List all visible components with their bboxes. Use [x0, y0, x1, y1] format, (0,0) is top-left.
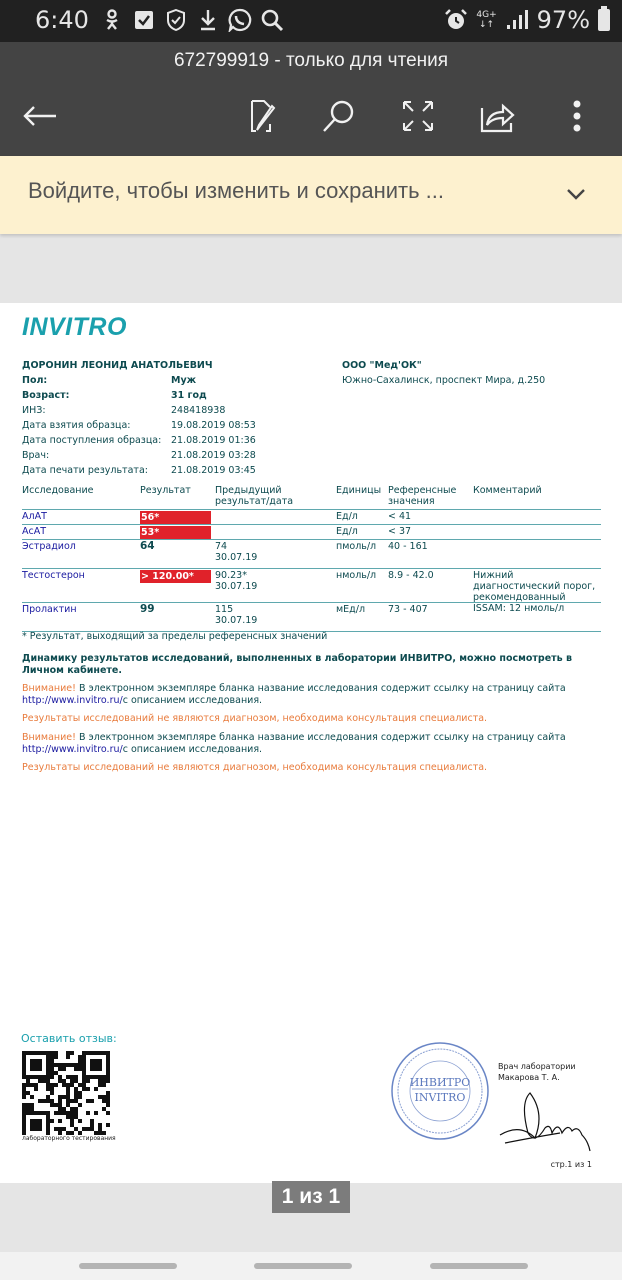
- battery-percent: 97%: [536, 6, 590, 34]
- comment-cell: [473, 603, 601, 631]
- gesture-nav-bar: [0, 1252, 622, 1280]
- result-cell: [140, 525, 215, 539]
- document-page: [0, 303, 622, 1183]
- patient-name: ДОРОНИН ЛЕОНИД АНАТОЛЬЕВИЧ: [22, 360, 213, 371]
- field-value: 21.08.2019 03:45: [171, 465, 256, 476]
- result-cell: [140, 540, 215, 568]
- lab-name: ООО "Мед'ОК": [342, 360, 422, 371]
- more-options-button[interactable]: [555, 94, 599, 138]
- document-title: 672799919 - только для чтения: [173, 50, 449, 71]
- chevron-down-icon[interactable]: [564, 182, 588, 206]
- field-value: 19.08.2019 08:53: [171, 420, 256, 431]
- previous-value: 90.23*: [215, 570, 247, 581]
- previous-date: 30.07.19: [215, 615, 258, 626]
- attention-note-1: [22, 683, 566, 707]
- signer-title: Врач лаборатории: [498, 1062, 576, 1071]
- previous-value: 74: [215, 541, 228, 552]
- status-bar: [0, 0, 622, 42]
- units-cell: мЕд/л: [336, 604, 366, 615]
- table-header: [22, 485, 601, 510]
- signature: [490, 1083, 600, 1153]
- back-button[interactable]: [18, 94, 62, 138]
- checkbox-icon: [132, 8, 156, 32]
- clock: 6:40: [35, 6, 89, 34]
- comment-cell: [473, 540, 601, 568]
- qr-caption: лабораторного тестирования: [22, 1135, 116, 1142]
- nav-home[interactable]: [254, 1263, 352, 1269]
- previous-cell: [215, 525, 336, 539]
- attention-label: Внимание!: [22, 683, 76, 694]
- site-link[interactable]: http://www.invitro.ru/: [22, 744, 123, 755]
- header-previous: Предыдущий результат/дата: [215, 485, 294, 507]
- patient-field: [22, 418, 256, 433]
- footnote: * Результат, выходящий за пределы референсных значений: [22, 631, 328, 642]
- share-icon: [479, 98, 515, 134]
- units-cell: Ед/л: [336, 511, 358, 522]
- result-value: 64: [140, 540, 155, 552]
- signer-name: Макарова Т. А.: [498, 1073, 560, 1082]
- nav-recent[interactable]: [79, 1263, 177, 1269]
- comment-cell: [473, 510, 601, 524]
- field-value: Муж: [171, 375, 197, 386]
- qr-code[interactable]: [22, 1051, 110, 1141]
- reference-cell: 40 - 161: [388, 541, 428, 552]
- nav-back[interactable]: [430, 1263, 528, 1269]
- disclaimer-2: Результаты исследований не являются диагнозом, необходима консультация специалиста.: [22, 762, 488, 773]
- site-suffix: с описанием исследования.: [122, 695, 263, 706]
- attention-label: Внимание!: [22, 732, 76, 743]
- field-value: 21.08.2019 01:36: [171, 435, 256, 446]
- result-value: 99: [140, 603, 155, 615]
- field-value: 21.08.2019 03:28: [171, 450, 256, 461]
- previous-value: 115: [215, 604, 234, 615]
- header-reference: Референсные значения: [388, 485, 457, 507]
- patient-field: [22, 403, 256, 418]
- alarm-icon: [444, 8, 468, 32]
- dynamics-note: Динамику результатов исследований, выполненных в лаборатории ИНВИТРО, можно посмотреть в Личном кабинете.: [22, 653, 572, 676]
- page-indicator: 1 из 1: [272, 1181, 350, 1213]
- comment-cell: [473, 525, 601, 539]
- search-icon: [321, 98, 357, 134]
- comment-cell: Нижний диагностический порог, рекомендованный ISSAM: 12 нмоль/л: [473, 570, 596, 614]
- result-cell: [140, 603, 215, 631]
- field-label: Дата печати результата:: [22, 465, 148, 476]
- table-row: [22, 540, 601, 569]
- test-name-link[interactable]: АлАТ: [22, 511, 47, 522]
- patient-info: [22, 358, 256, 478]
- signal-icon: [505, 8, 529, 32]
- fullscreen-icon: [401, 99, 435, 133]
- app-bar: [0, 42, 622, 156]
- disclaimer-1: Результаты исследований не являются диагнозом, необходима консультация специалиста.: [22, 713, 488, 724]
- reference-cell: 8.9 - 42.0: [388, 570, 434, 581]
- fullscreen-button[interactable]: [396, 94, 440, 138]
- field-label: ИНЗ:: [22, 405, 46, 416]
- previous-cell: [215, 569, 336, 602]
- test-name-link[interactable]: Тестостерон: [22, 570, 85, 581]
- field-label: Дата взятия образца:: [22, 420, 131, 431]
- site-suffix: с описанием исследования.: [122, 744, 263, 755]
- field-label: Пол:: [22, 375, 48, 386]
- whatsapp-icon: [228, 8, 252, 32]
- back-arrow-icon: [22, 104, 58, 128]
- attention-text: В электронном экземпляре бланка название исследования содержит ссылку на страницу сайта: [75, 683, 566, 694]
- previous-cell: [215, 540, 336, 568]
- field-label: Дата поступления образца:: [22, 435, 162, 446]
- sign-in-banner[interactable]: [0, 156, 622, 234]
- header-units: Единицы: [336, 485, 382, 496]
- edit-document-icon: [244, 98, 280, 134]
- test-name-link[interactable]: АсАТ: [22, 526, 47, 537]
- field-label: Возраст:: [22, 390, 70, 401]
- patient-field: [22, 373, 256, 388]
- signer-block: [498, 1061, 576, 1083]
- invitro-logo: INVITRO: [22, 313, 127, 341]
- odnoklassniki-icon: [100, 8, 124, 32]
- units-cell: нмоль/л: [336, 570, 377, 581]
- patient-field: [22, 448, 256, 463]
- lab-address: Южно-Сахалинск, проспект Мира, д.250: [342, 375, 546, 386]
- stamp-text-ru: ИНВИТРО: [409, 1076, 471, 1089]
- battery-icon: [598, 9, 610, 31]
- search-button[interactable]: [317, 94, 361, 138]
- result-cell: [140, 569, 215, 602]
- field-label: Врач:: [22, 450, 50, 461]
- patient-field: [22, 433, 256, 448]
- page-number: стр.1 из 1: [550, 1160, 592, 1169]
- stamp-text-en: INVITRO: [414, 1091, 466, 1104]
- units-cell: Ед/л: [336, 526, 358, 537]
- lab-info: [342, 358, 545, 388]
- previous-date: 30.07.19: [215, 581, 258, 592]
- previous-cell: [215, 510, 336, 524]
- test-name-link[interactable]: Эстрадиол: [22, 541, 76, 552]
- result-cell: [140, 510, 215, 524]
- system-icons: [444, 6, 610, 34]
- result-flagged: 56*: [140, 511, 211, 524]
- lab-stamp: [390, 1041, 490, 1141]
- table-row: [22, 510, 601, 525]
- reference-cell: < 37: [388, 526, 412, 537]
- reference-cell: < 41: [388, 511, 412, 522]
- banner-message: Войдите, чтобы изменить и сохранить ...: [28, 178, 445, 203]
- previous-date: 30.07.19: [215, 552, 258, 563]
- previous-cell: [215, 603, 336, 631]
- search-icon: [260, 8, 284, 32]
- attention-note-2: [22, 732, 566, 756]
- header-result: Результат: [140, 485, 191, 496]
- header-comment: Комментарий: [473, 485, 542, 496]
- attention-text: В электронном экземпляре бланка название исследования содержит ссылку на страницу сайта: [75, 732, 566, 743]
- patient-field: [22, 388, 256, 403]
- header-test: Исследование: [22, 485, 94, 496]
- results-table: [22, 485, 601, 632]
- shield-icon: [164, 8, 188, 32]
- notification-icons: [100, 8, 284, 32]
- more-vertical-icon: [571, 99, 583, 133]
- download-icon: [196, 8, 220, 32]
- reference-cell: 73 - 407: [388, 604, 428, 615]
- test-name-link[interactable]: Пролактин: [22, 604, 77, 615]
- units-cell: пмоль/л: [336, 541, 377, 552]
- table-row: [22, 603, 601, 632]
- table-row: [22, 525, 601, 540]
- network-type: 4G+ ↓↑: [476, 10, 497, 30]
- result-flagged: 53*: [140, 526, 211, 539]
- site-link[interactable]: http://www.invitro.ru/: [22, 695, 123, 706]
- field-value: 31 год: [171, 390, 207, 401]
- edit-button[interactable]: [240, 94, 284, 138]
- patient-field: [22, 463, 256, 478]
- field-value: 248418938: [171, 405, 226, 416]
- feedback-label: Оставить отзыв:: [21, 1032, 117, 1045]
- result-flagged: > 120.00*: [140, 570, 211, 583]
- share-button[interactable]: [475, 94, 519, 138]
